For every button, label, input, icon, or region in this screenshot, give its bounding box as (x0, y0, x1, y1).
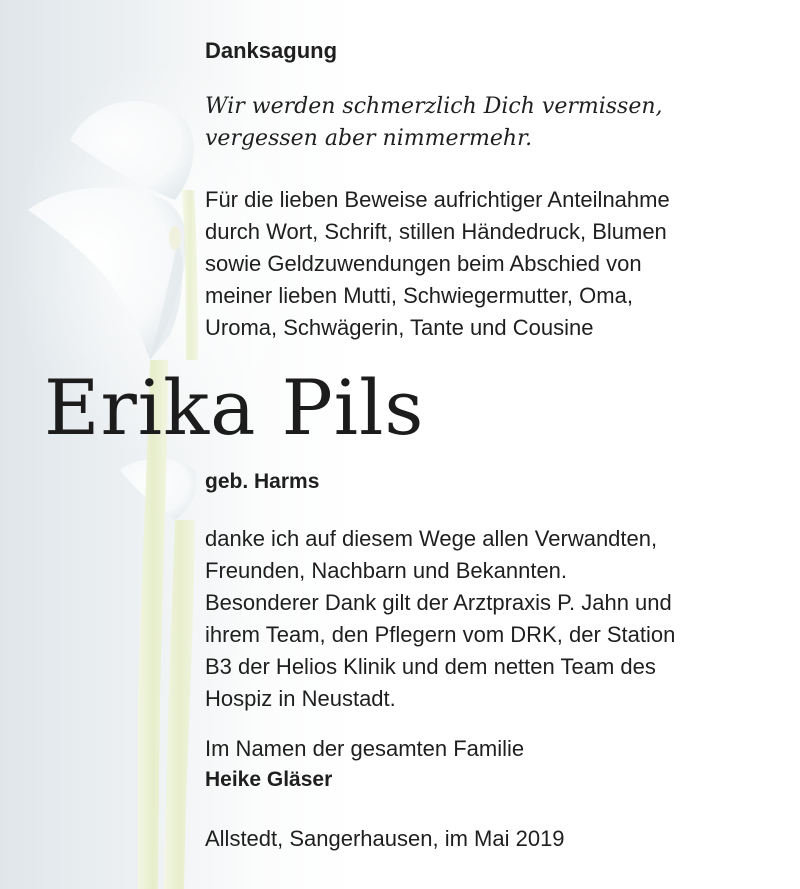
paragraph-line: Besonderer Dank gilt der Arztpraxis P. Jahn und (205, 590, 672, 615)
paragraph-line: B3 der Helios Klinik und dem netten Team des (205, 654, 656, 679)
paragraph-line: danke ich auf diesem Wege allen Verwandten, (205, 526, 658, 551)
signature-name: Heike Gläser (205, 768, 333, 791)
quote-line: Wir werden schmerzlich Dich vermissen, (205, 94, 663, 119)
place-date: Allstedt, Sangerhausen, im Mai 2019 (205, 826, 565, 851)
stem-2 (164, 520, 195, 889)
thanks-paragraph-1 (205, 184, 670, 344)
spadix (169, 226, 181, 250)
signature-intro: Im Namen der gesamten Familie (205, 736, 525, 761)
paragraph-line: ihrem Team, den Pflegern vom DRK, der Station (205, 622, 676, 647)
paragraph-line: durch Wort, Schrift, stillen Händedruck, Blumen (205, 219, 667, 244)
paragraph-line: Hospiz in Neustadt. (205, 686, 396, 711)
maiden-name: geb. Harms (205, 470, 320, 493)
paragraph-line: meiner lieben Mutti, Schwiegermutter, Oma, (205, 283, 633, 308)
paragraph-line: sowie Geldzuwendungen beim Abschied von (205, 251, 642, 276)
heading: Danksagung (205, 38, 338, 63)
paragraph-line: Für die lieben Beweise aufrichtiger Anteilnahme (205, 187, 670, 212)
thanks-paragraph-2 (205, 523, 675, 715)
paragraph-line: Freunden, Nachbarn und Bekannten. (205, 558, 568, 583)
memorial-quote (205, 91, 663, 155)
deceased-name: Erika Pils (44, 363, 425, 452)
quote-line: vergessen aber nimmermehr. (205, 126, 533, 151)
paragraph-line: Uroma, Schwägerin, Tante und Cousine (205, 315, 594, 340)
